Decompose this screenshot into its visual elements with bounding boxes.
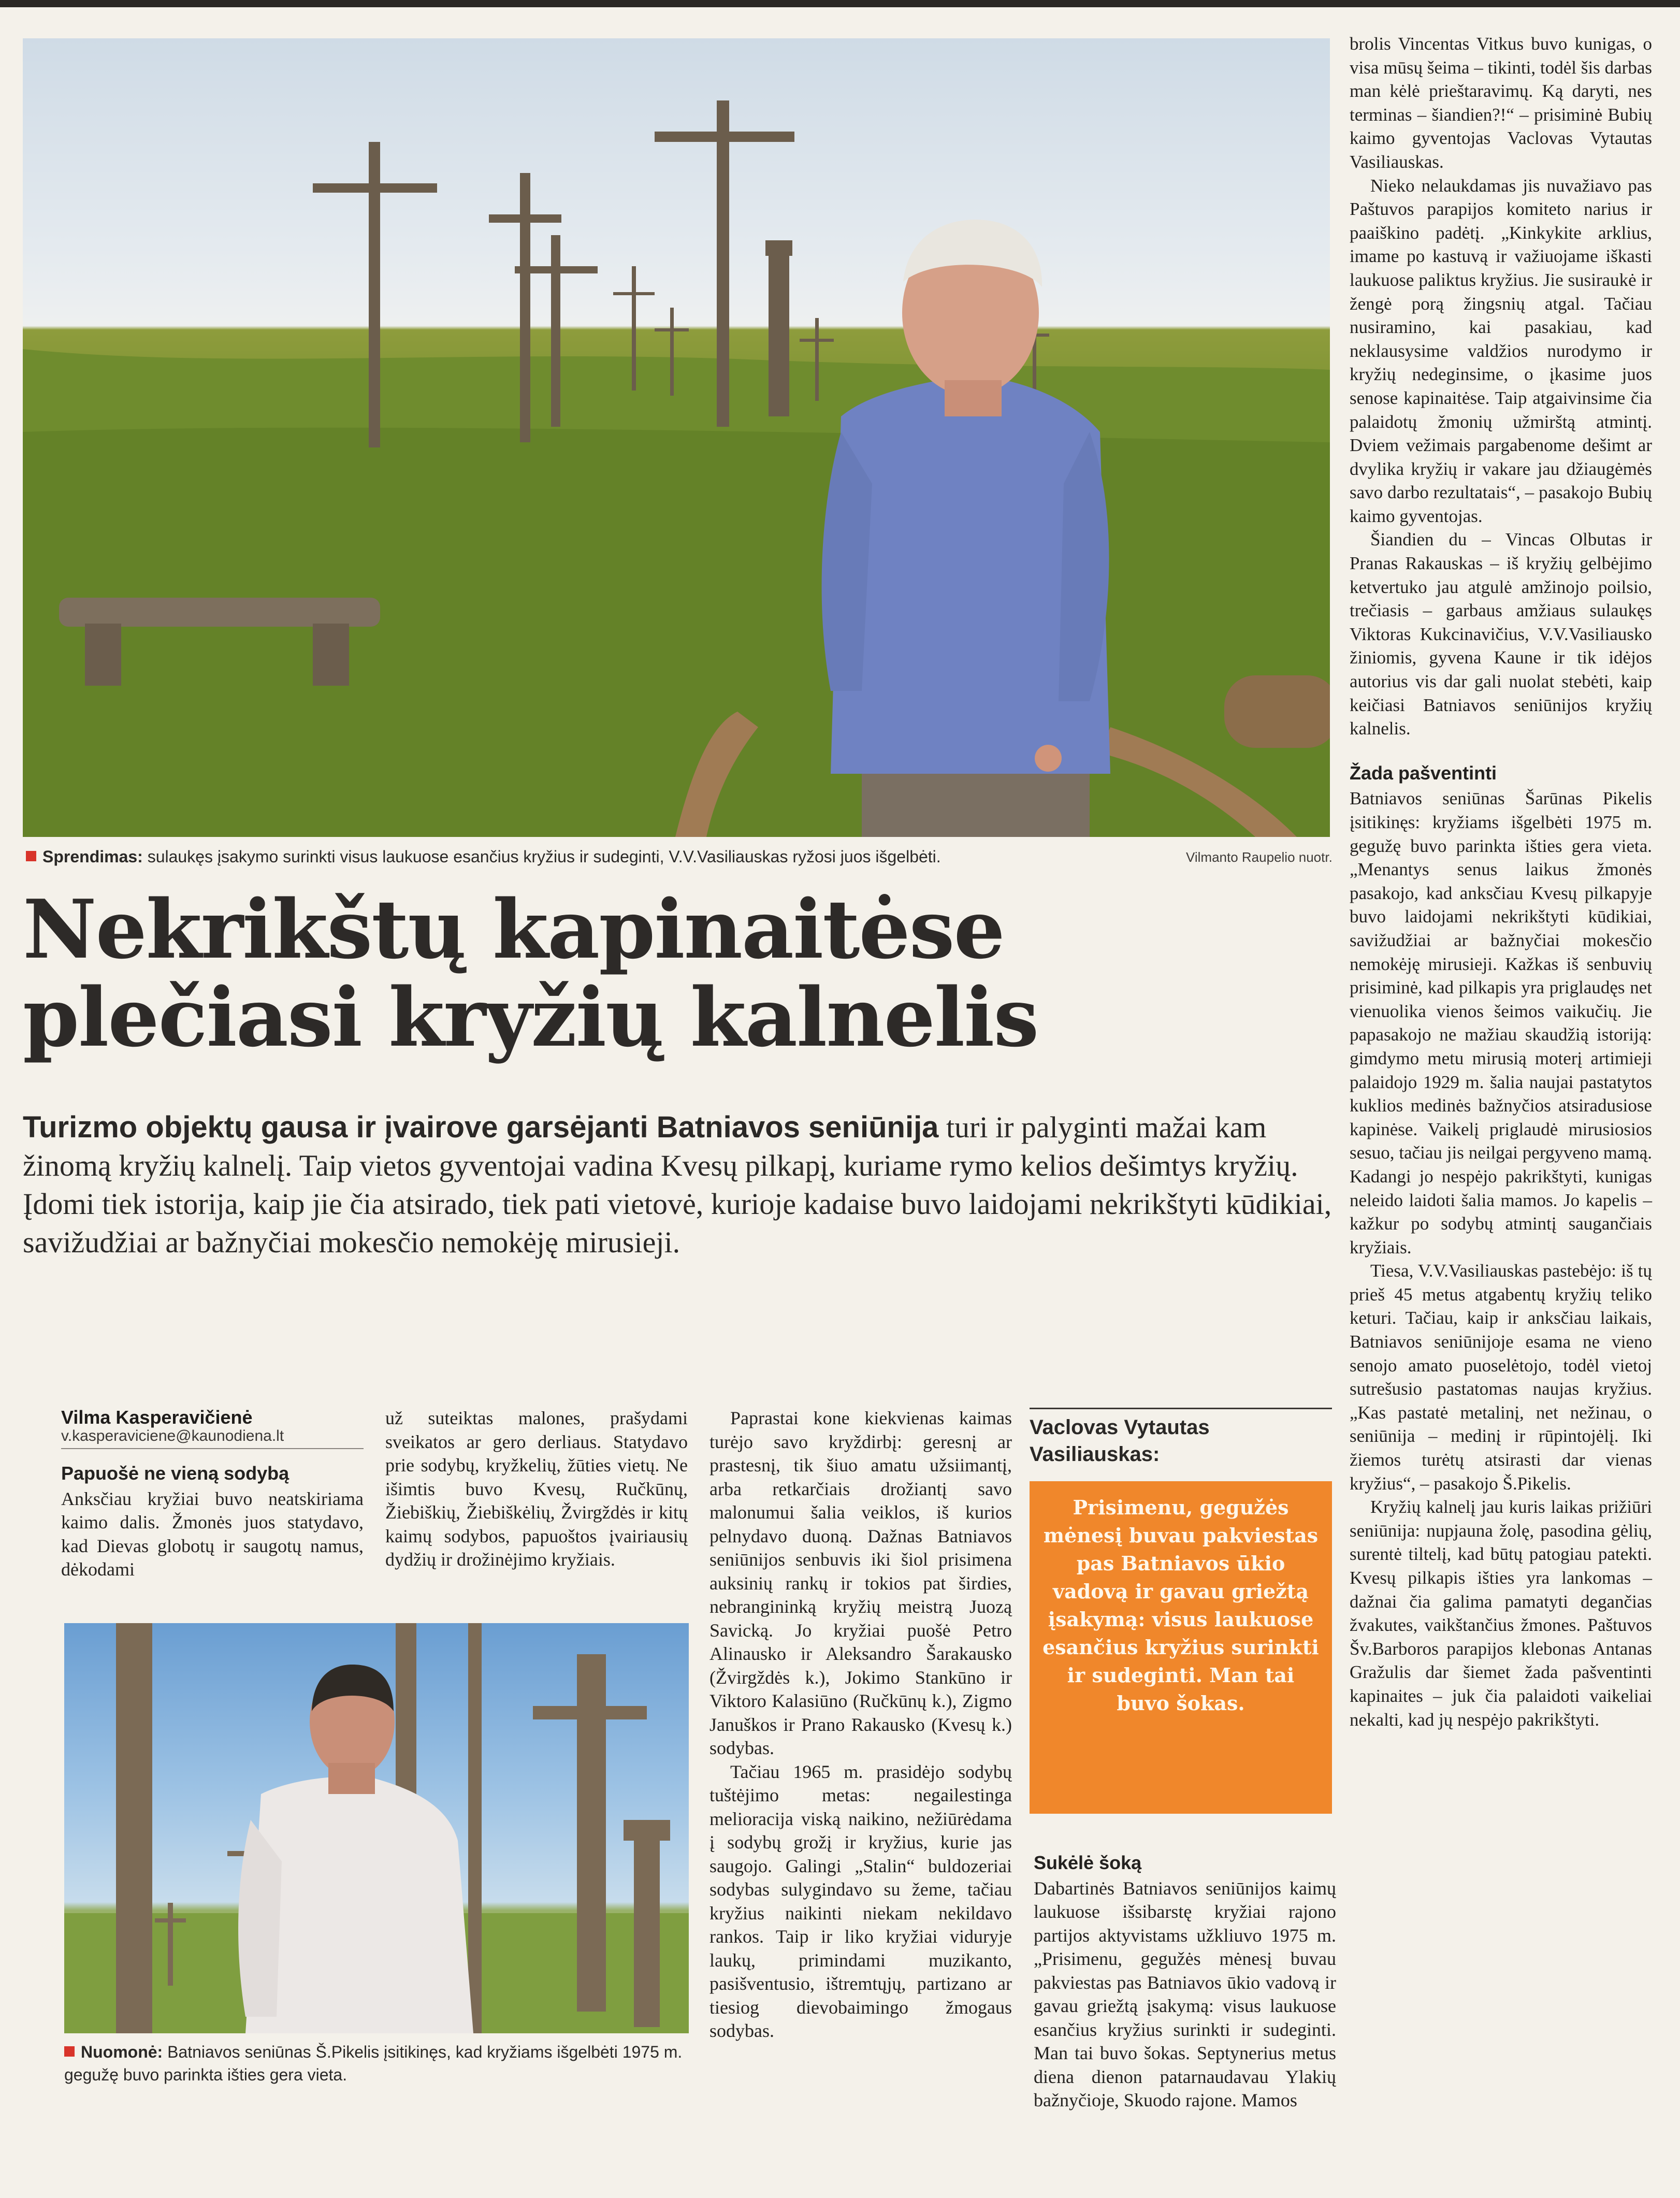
column-5 bbox=[1350, 32, 1652, 1731]
column-2 bbox=[385, 1407, 688, 1572]
secondary-photo bbox=[64, 1623, 689, 2033]
lead-paragraph bbox=[23, 1108, 1349, 1262]
column-2-paragraph: už suteiktas malones, prašydami sveikatos ar gero derliaus. Statydavo prie sodybų, kryžkelių, žūties vietų. Ne išimtis buvo Kvesų, Ručkūnų, Žiebiškių, Žiebiškėlių, Žvirgždės ir kitų kaimų sodybos, papuoštos įvairiausių dydžių ir drožinėjimo kryžiais. bbox=[385, 1408, 688, 1570]
subheading-zada: Žada pašventinti bbox=[1350, 762, 1497, 784]
subheading-sukele: Sukėlė šoką bbox=[1034, 1852, 1142, 1873]
headline-line-2: plečiasi kryžių kalnelis bbox=[23, 970, 1038, 1065]
caption-label: Sprendimas: bbox=[42, 847, 143, 866]
column-5-paragraph-2: Nieko nelaukdamas jis nuvažiavo pas Paštuvos parapijos komiteto narius ir paaiškino padėtį. „Kinkykite arklius, imame po kastuvą ir važiuojame iškasti laukuose paliktus kryžius. Jie susiraukė ir žengė porą žingsnių atgal. Tačiau nusiramino, kai pasakiau, kad neklausysime valdžios nurodymo ir kryžių nedeginsime, o įkasime juos senose kapinaitėse. Taip atgaivinsime čia palaidotų žmonių užmirštą atmintį. Dviem vežimais pargabenome dešimt ar dvylika kryžių ir vakare jau džiaugėmės savo darbo rezultatais“, – pasakojo Bubių kaimo gyventojas. bbox=[1350, 175, 1652, 526]
lead-text: turi ir palyginti mažai kam žinomą kryžių kalnelį. Taip vietos gyventojai vadina Kvesų pilkapį, kuriame rymo kelios dešimtys kryžių. Įdomi tiek istorija, kaip jie čia atsirado, tiek pati vietovė, kurioje kadaise buvo laidojami nekrikštyti kūdikiai, savižudžiai ar bažnyčiai mokesčio nemokėję mirusieji. bbox=[23, 1110, 1332, 1259]
column-1 bbox=[61, 1454, 364, 1582]
photo-credit: Vilmanto Raupelio nuotr. bbox=[1186, 849, 1333, 865]
pull-quote: Prisimenu, gegužės mėnesį buvau pakviestas pas Batniavos ūkio vadovą ir gavau griežtą įsakymą: visus laukuose esančius kryžius surinkti ir sudeginti. Man tai buvo šokas. bbox=[1030, 1481, 1332, 1814]
column-5-paragraph-1: brolis Vincentas Vitkus buvo kunigas, o visa mūsų šeima – tikinti, todėl šis darbas man kėlė prieštaravimų. Ką daryti, nes terminas – šiandien?!“ – prisiminė Bubių kaimo gyventojas Vaclovas Vytautas Vasiliauskas. bbox=[1350, 34, 1652, 172]
main-photo-illustration bbox=[23, 38, 1330, 837]
main-photo bbox=[23, 38, 1330, 837]
page-top-bar bbox=[0, 0, 1680, 7]
column-1-paragraph: Anksčiau kryžiai buvo neatskiriama kaimo dalis. Žmonės juos statydavo, kad Dievas globotų ir saugotų namus, dėkodami bbox=[61, 1488, 364, 1580]
caption-marker bbox=[26, 851, 36, 861]
column-5-paragraph-6: Kryžių kalnelį jau kuris laikas prižiūri seniūnija: nupjauna žolę, pasodina gėlių, surentė tiltelį, kad būtų patogiau patekti. Kvesų pilkapis išties yra lankomas – dažnai čia galima pamatyti degančias žvakutes, vaikštančius žmones. Paštuvos Šv.Barboros parapijos klebonas Antanas Gražulis dar šiemet žada pašventinti kapinaites – juk čia palaidoti vaikeliai nekalti, kad jų nespėjo pakrikštyti. bbox=[1350, 1497, 1652, 1730]
quote-attribution: Vaclovas Vytautas Vasiliauskas: bbox=[1030, 1416, 1210, 1466]
secondary-photo-illustration bbox=[64, 1623, 689, 2033]
author-name: Vilma Kasperavičienė bbox=[61, 1407, 253, 1428]
column-4-paragraph: Dabartinės Batniavos seniūnijos kaimų laukuose išsibarstę kryžiai rajono partijos aktyvistams užkliuvo 1975 m. „Prisimenu, gegužės mėnesį buvau pakviestas pas Batniavos ūkio vadovą ir gavau griežtą įsakymą: visus laukuose esančius kryžius surinkti ir sudeginti. Man tai buvo šokas. Septynerius metus diena dienon patarnaudavau Ylakių bažnyčioje, Skuodo rajone. Mamos bbox=[1034, 1877, 1336, 2110]
column-3-paragraph-2: Tačiau 1965 m. prasidėjo sodybų tuštėjimo metas: negailestinga melioracija viską naikino, nežiūrėdama į sodybų grožį ir kryžius, kurie jas saugojo. Galingi „Stalin“ buldozeriai sodybas sulygindavo su žeme, tačiau kryžius naikinti niekam nekildavo rankos. Taip ir liko kryžiai viduryje laukų, primindami muzikanto, pasišventusio, ištremtųjų, partizano ar tiesiog dievobaimingo žmogaus sodybas. bbox=[709, 1761, 1012, 2041]
caption-text: sulaukęs įsakymo surinkti visus laukuose esančius kryžius ir sudeginti, V.V.Vasiliauskas ryžosi juos išgelbėti. bbox=[147, 847, 941, 866]
headline bbox=[23, 882, 1349, 1065]
column-4 bbox=[1034, 1844, 1336, 2113]
man-figure bbox=[822, 220, 1110, 837]
subheading-papuose: Papuošė ne vieną sodybą bbox=[61, 1463, 289, 1484]
author-email: v.kasperaviciene@kaunodiena.lt bbox=[61, 1427, 284, 1444]
column-5-paragraph-5: Tiesa, V.V.Vasiliauskas pastebėjo: iš tų prieš 45 metus atgabentų kryžių teliko keturi. Tačiau, kaip ir anksčiau laikais, Batniavos seniūnijoje esama ne vieno senojo amato puoselėtojo, todėl vietoj sutrešusio pastatomas naujas kryžius. „Kas pastatė metalinį, net nežinau, o seniūnija – medinį ir rūpintojėlį. Iki žiemos turėtų atsirasti dar vienas kryžius“, – pasakojo Š.Pikelis. bbox=[1350, 1261, 1652, 1494]
main-photo-caption bbox=[26, 846, 1217, 867]
column-3-paragraph-1: Paprastai kone kiekvienas kaimas turėjo savo kryždirbį: geresnį ar prastesnį, tik šiuo amatu užsiimantį, arba retkarčiais drožiantį savo malonumui šalia veiklos, iš kurios pelnydavo duoną. Dažnas Batniavos seniūnijos senbuvis iki šiol prisimena auksinių rankų ir tokios pat širdies, nebrangininką kryžių meistrą Juozą Savicką. Jo kryžiai puošė Petro Alinausko ir Aleksandro Šarakausko (Žvirgždės k.), Jokimo Stankūno ir Viktoro Kalasiūno (Ručkūnų k.), Zigmo Januškos ir Prano Rakausko (Kvesų k.) sodybas. bbox=[709, 1408, 1012, 1758]
lead-bold: Turizmo objektų gausa ir įvairove garsėjanti Batniavos seniūnija bbox=[23, 1110, 939, 1144]
column-5-paragraph-3: Šiandien du – Vincas Olbutas ir Pranas Rakauskas – iš kryžių gelbėjimo ketvertuko jau atgulė amžinojo poilsio, trečiasis – garbaus amžiaus sulaukęs Viktoras Kukcinavičius, V.V.Vasiliausko žiniomis, gyvena Kaune ir tik idėjos autorius vis dar gali nuolat stebėti, kaip keičiasi Batniavos seniūnijos kryžių kalnelis. bbox=[1350, 529, 1652, 739]
headline-line-1: Nekrikštų kapinaitėse bbox=[23, 882, 1004, 977]
column-3 bbox=[709, 1407, 1012, 2043]
column-5-paragraph-4: Batniavos seniūnas Šarūnas Pikelis įsitikinęs: kryžiams išgelbėti 1975 m. gegužę buvo parinkta išties gera vieta. „Menantys senus laikus žmonės pasakojo, kad anksčiau Kvesų pilkapyje buvo laidojami nekrikštyti kūdikiai, savižudžiai ar bažnyčiai mokesčio nemokėję mirusieji. Kažkas iš senbuvių prisiminė, kad pilkapis yra priglaudęs net vienuolika vienos šeimos vaikučių. Jie papasakojo ne mažiau skaudžią istoriją: gimdymo metu mirusią moterį artimieji palaidojo 1929 m. šalia naujai pastatytos kuklios medinės bažnyčios atsiradusiose kapinėse. Vaikelį priglaudė mirusiosios sesuo, tačiau jis neilgai pergyveno mamą. Kadangi jo nespėjo pakrikštyti, kunigas neleido laidoti šalia mamos. Jo kapelis – kažkur po sodybų atmintį saugančiais kryžiais. bbox=[1350, 788, 1652, 1257]
secondary-photo-caption bbox=[64, 2041, 689, 2086]
caption-text-2: Batniavos seniūnas Š.Pikelis įsitikinęs, kad kryžiams išgelbėti 1975 m. gegužę buvo parinkta išties gera vieta. bbox=[64, 2043, 683, 2084]
author-divider bbox=[61, 1448, 364, 1449]
caption-marker-2 bbox=[64, 2046, 75, 2057]
quote-divider bbox=[1030, 1408, 1332, 1409]
caption-label-2: Nuomonė: bbox=[81, 2043, 163, 2061]
